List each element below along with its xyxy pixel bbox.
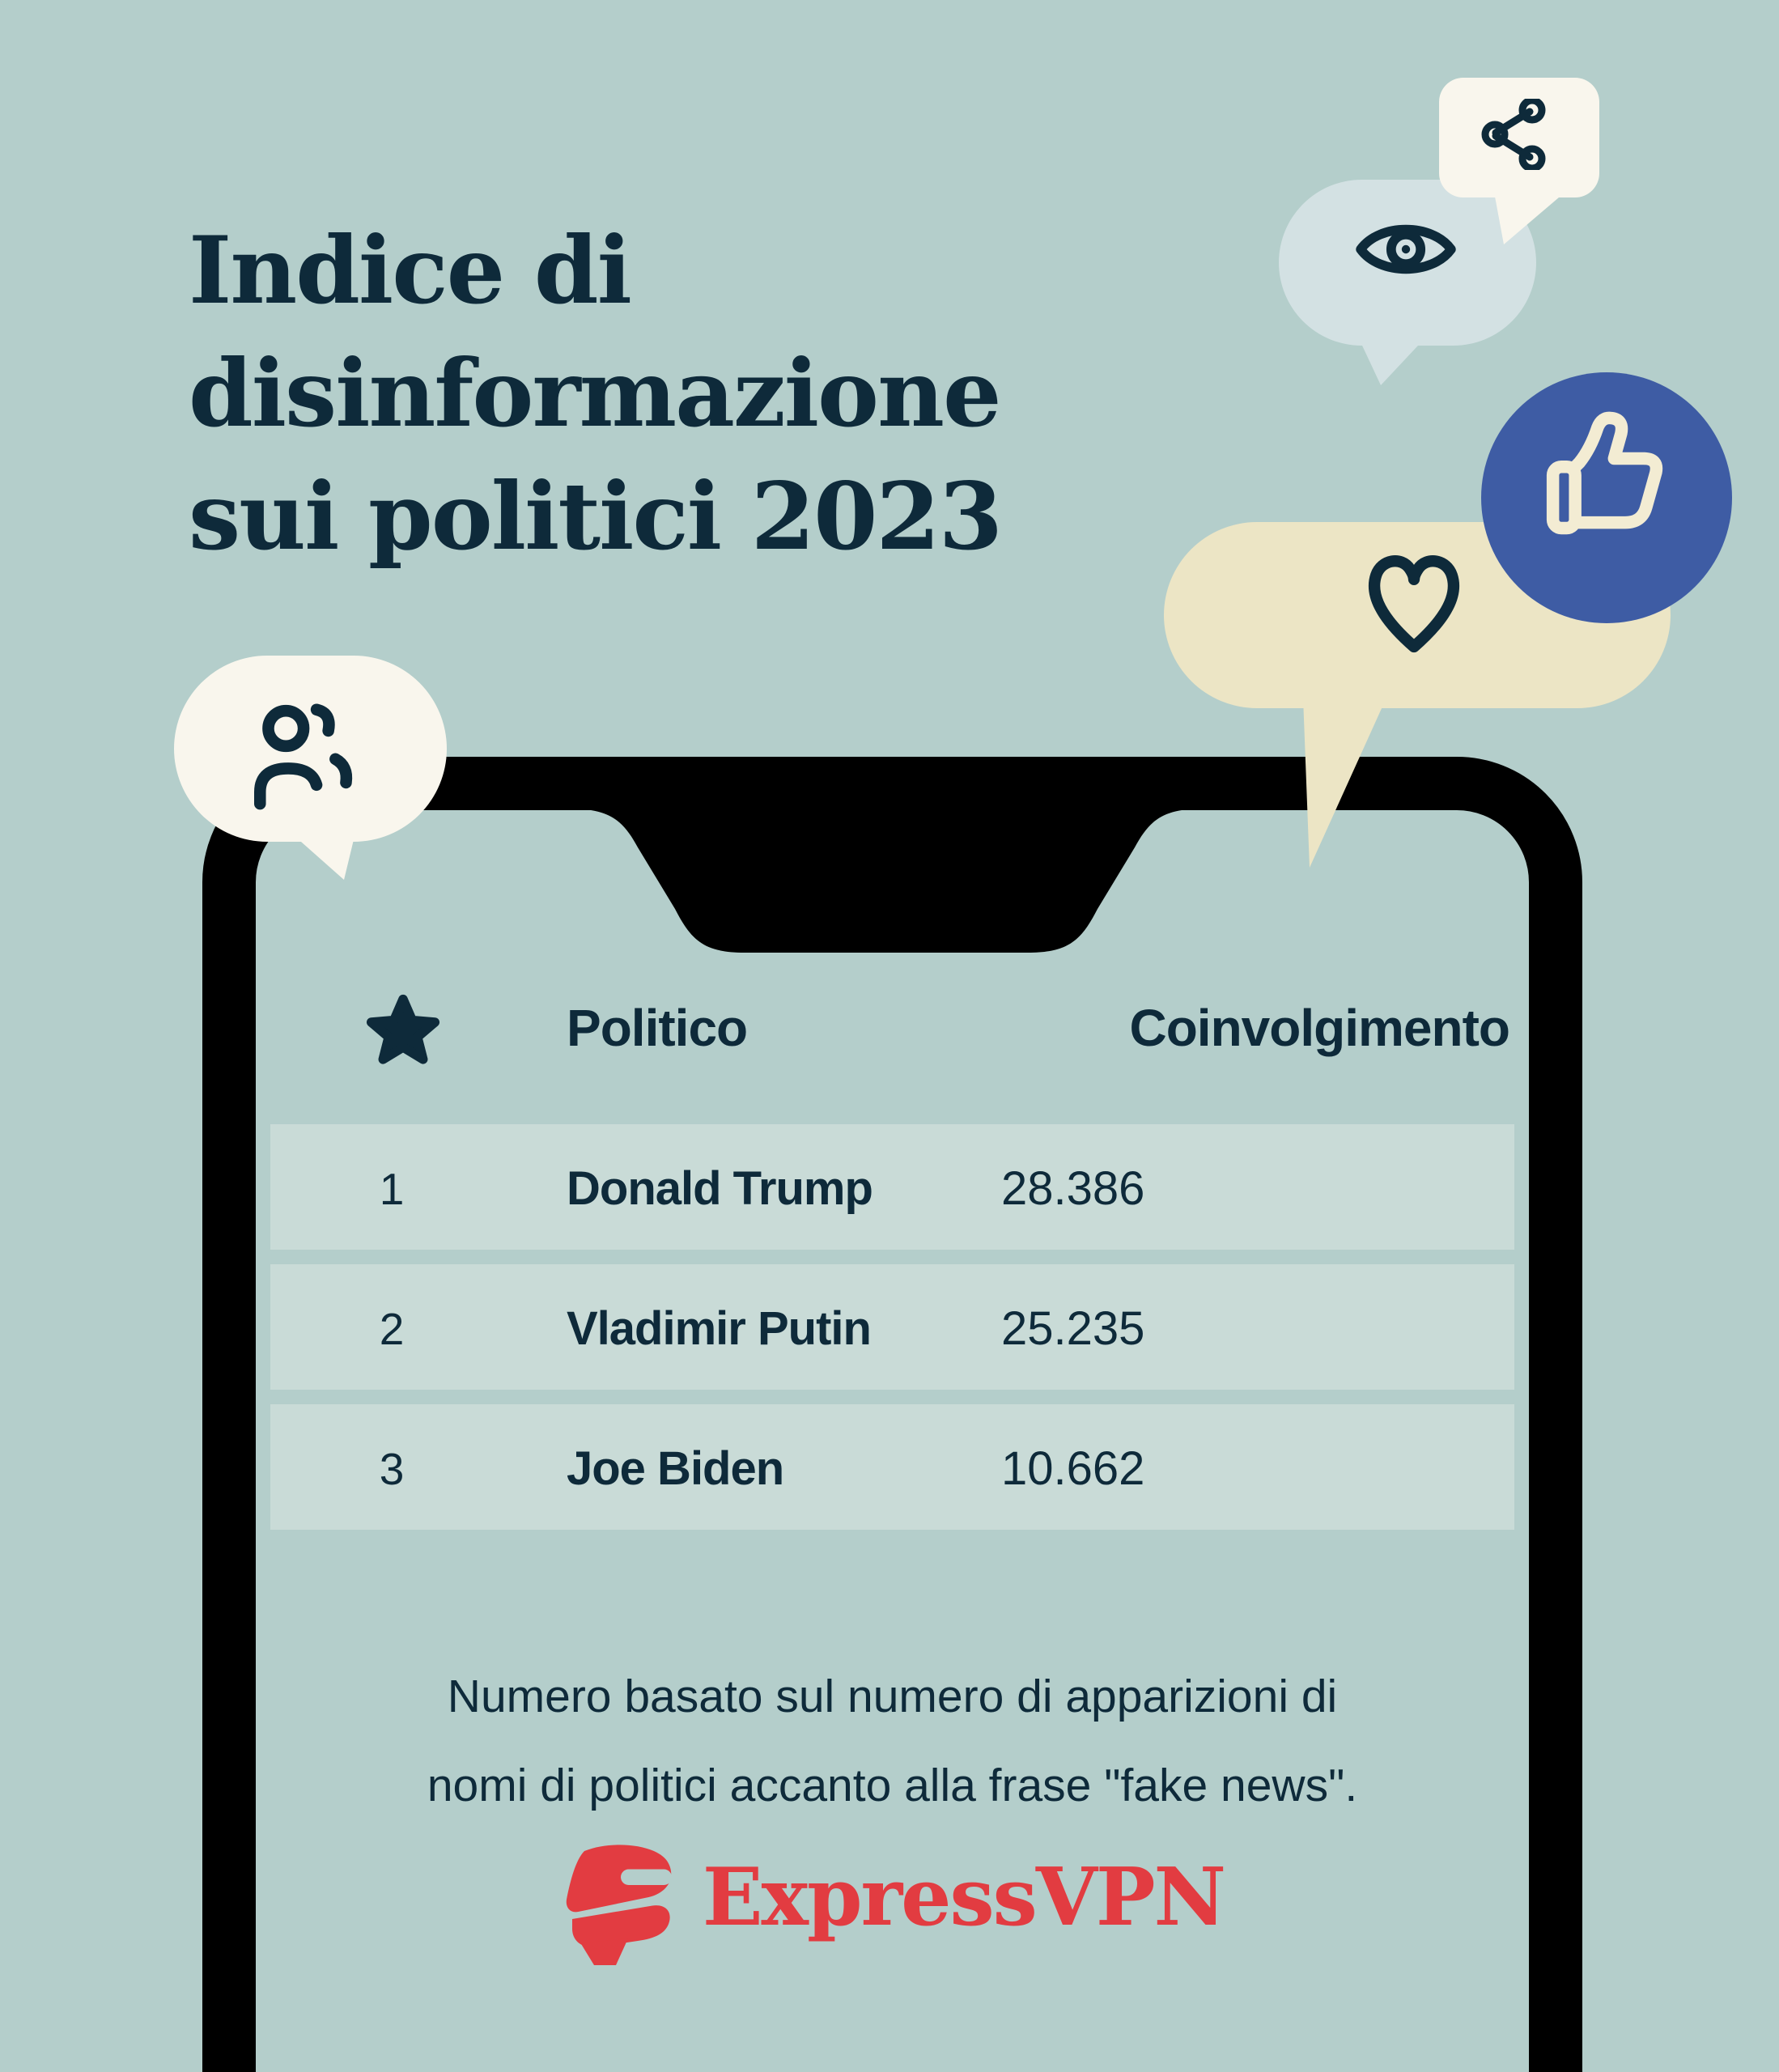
title-line-1: Indice di: [189, 216, 631, 325]
share-bubble-tail: [1492, 188, 1569, 248]
table-row: [270, 1124, 1514, 1250]
table-row: [270, 1264, 1514, 1390]
rank-cell: 2: [379, 1304, 405, 1354]
politician-cell: Vladimir Putin: [567, 1302, 871, 1355]
footnote-line-2: nomi di politici accanto alla frase "fake news".: [427, 1760, 1358, 1811]
column-header-engagement: Coinvolgimento: [1129, 999, 1509, 1057]
people-bubble-tail: [287, 830, 360, 886]
people-icon: [241, 698, 371, 811]
brand-lockup: [256, 1840, 1529, 1969]
title-line-2: disinformazione: [189, 339, 1000, 448]
heart-bubble-tail: [1300, 698, 1389, 872]
eye-bubble-tail: [1357, 333, 1433, 390]
phone-frame: [202, 757, 1582, 2072]
rank-cell: 1: [379, 1164, 405, 1214]
phone-screen: [256, 810, 1529, 2072]
column-header-politician: Politico: [567, 999, 748, 1057]
table-header: [256, 987, 1529, 1084]
footnote-line-1: Numero basato sul numero di apparizioni di: [447, 1671, 1338, 1722]
politician-cell: Donald Trump: [567, 1162, 873, 1215]
footnote: [256, 1652, 1529, 1830]
engagement-cell: 10.662: [1001, 1442, 1145, 1495]
table-row: [270, 1404, 1514, 1530]
brand-name: ExpressVPN: [702, 1851, 1225, 1944]
engagement-cell: 25.235: [1001, 1302, 1145, 1355]
rank-cell: 3: [379, 1444, 405, 1494]
like-circle: [1481, 372, 1732, 623]
people-speech-bubble: [174, 656, 447, 842]
share-icon: [1481, 99, 1548, 170]
share-speech-bubble: [1439, 78, 1599, 197]
star-icon: [364, 991, 442, 1066]
politician-cell: Joe Biden: [567, 1442, 784, 1495]
engagement-cell: 28.386: [1001, 1162, 1145, 1215]
thumbs-up-icon: [1536, 411, 1675, 550]
heart-icon: [1361, 541, 1467, 658]
page-title: [189, 209, 1001, 578]
title-line-3: sui politici 2023: [189, 462, 1002, 571]
eye-icon: [1353, 212, 1458, 287]
expressvpn-logo-icon: [560, 1844, 681, 1965]
